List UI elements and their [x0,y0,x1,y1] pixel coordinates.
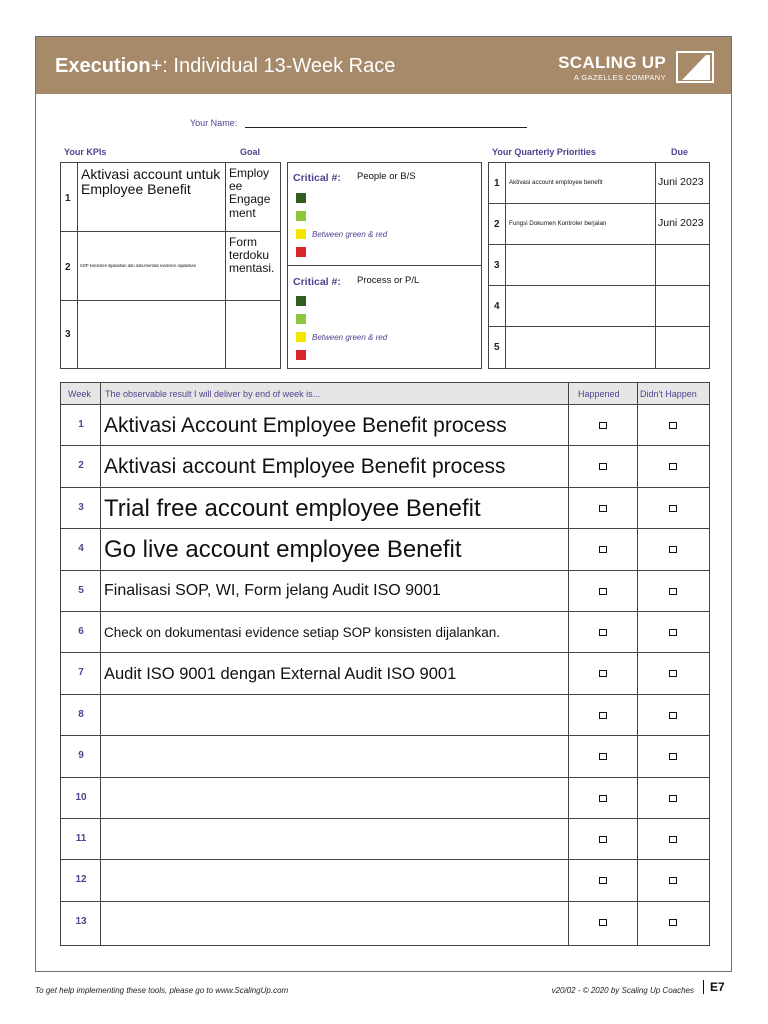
title-bold: Execution [55,55,151,77]
col-didnt-happen-header: Didn't Happen [640,389,697,399]
happened-checkbox[interactable] [599,546,607,553]
kpi-row [61,163,280,232]
week-number: 2 [78,460,84,472]
didnt-happen-checkbox[interactable] [669,629,677,636]
page-header [36,37,731,94]
logo-mark-icon [676,51,714,83]
kpi-table [60,162,281,369]
happened-checkbox[interactable] [599,836,607,843]
logo-sub-text: A GAZELLES COMPANY [573,73,666,82]
week-result-text[interactable]: Audit ISO 9001 dengan External Audit ISO 9001 [104,664,457,683]
week-number: 12 [75,874,87,886]
table-row [61,529,709,570]
week-number: 11 [75,833,87,844]
table-row [61,488,709,529]
priority-text[interactable]: Fungsi Dokumen Kontroler berjalan [509,220,607,227]
kpi-row-number: 2 [65,262,71,273]
red-status-square [296,247,306,257]
table-row [61,571,709,612]
red-status-square [296,350,306,360]
priority-text[interactable]: Aktivasi account employee benefit [509,179,603,186]
table-row [61,819,709,860]
light-green-status-square [296,314,306,324]
priority-row [489,204,709,245]
col-happened-header: Happened [578,389,620,399]
happened-checkbox[interactable] [599,919,607,926]
didnt-happen-checkbox[interactable] [669,877,677,884]
table-row [61,736,709,777]
kpi-row [61,232,280,301]
week-number: 3 [78,501,84,513]
week-number: 4 [78,543,84,555]
title-rest: Individual 13-Week Race [173,55,396,77]
critical-label: Critical #: [293,172,341,184]
priority-number: 5 [494,342,500,353]
priority-row [489,163,709,204]
between-note: Between green & red [312,333,388,342]
didnt-happen-checkbox[interactable] [669,919,677,926]
page-title [55,55,395,78]
footer-help-text: To get help implementing these tools, please go to www.ScalingUp.com [35,986,289,995]
table-row [61,860,709,901]
week-result-text[interactable]: Aktivasi Account Employee Benefit process [104,413,507,437]
week-result-text[interactable]: Go live account employee Benefit [104,536,462,564]
didnt-happen-checkbox[interactable] [669,795,677,802]
col-week-header: Week [68,389,91,399]
happened-checkbox[interactable] [599,670,607,677]
week-number: 5 [78,584,84,596]
priority-number: 2 [494,219,500,230]
table-row [61,902,709,943]
didnt-happen-checkbox[interactable] [669,588,677,595]
happened-checkbox[interactable] [599,877,607,884]
dark-green-status-square [296,296,306,306]
week-number: 10 [75,791,87,803]
week-result-text[interactable]: Trial free account employee Benefit [104,494,481,522]
critical-people [288,163,481,266]
priority-due[interactable]: Juni 2023 [658,176,704,188]
table-row [61,695,709,736]
priority-number: 4 [494,301,500,312]
critical-numbers-box [287,162,482,369]
between-note: Between green & red [312,230,388,239]
kpi-goal[interactable]: Employ ee Engage ment [229,166,271,220]
table-header [61,383,709,405]
happened-checkbox[interactable] [599,712,607,719]
priority-number: 3 [494,260,500,271]
priority-row [489,327,709,368]
week-number: 7 [78,667,84,679]
col-result-header: The observable result I will deliver by end of week is... [105,389,321,399]
priority-number: 1 [494,178,500,189]
weekly-results-table [60,382,710,946]
happened-checkbox[interactable] [599,753,607,760]
happened-checkbox[interactable] [599,422,607,429]
didnt-happen-checkbox[interactable] [669,422,677,429]
logo-main-text: SCALING UP [558,53,666,72]
didnt-happen-checkbox[interactable] [669,753,677,760]
week-number: 13 [75,915,87,927]
yellow-status-square [296,229,306,239]
happened-checkbox[interactable] [599,629,607,636]
kpis-heading: Your KPIs [64,147,107,157]
yellow-status-square [296,332,306,342]
table-row [61,612,709,653]
week-number: 6 [78,626,84,637]
happened-checkbox[interactable] [599,588,607,595]
priority-due[interactable]: Juni 2023 [658,217,704,229]
kpi-row [61,301,280,368]
kpi-text[interactable]: Aktivasi account untuk Employee Benefit [81,166,221,198]
didnt-happen-checkbox[interactable] [669,670,677,677]
week-number: 1 [78,419,84,430]
didnt-happen-checkbox[interactable] [669,712,677,719]
dark-green-status-square [296,193,306,203]
week-number: 8 [78,708,84,720]
scaling-up-logo [554,51,714,83]
due-heading: Due [671,147,689,157]
critical-type: Process or P/L [357,275,420,286]
priorities-heading: Your Quarterly Priorities [492,147,596,157]
table-row [61,653,709,694]
didnt-happen-checkbox[interactable] [669,546,677,553]
priority-row [489,286,709,327]
didnt-happen-checkbox[interactable] [669,505,677,512]
week-result-text[interactable]: Aktivasi account Employee Benefit process [104,455,506,479]
your-name-line[interactable] [245,127,527,128]
week-number: 9 [78,750,84,762]
kpi-row-number: 1 [65,193,71,204]
week-result-text[interactable]: Finalisasi SOP, WI, Form jelang Audit ISO 9001 [104,582,441,600]
happened-checkbox[interactable] [599,463,607,470]
happened-checkbox[interactable] [599,505,607,512]
title-plus: +: [150,55,168,77]
critical-label: Critical #: [293,276,341,288]
kpi-goal[interactable]: Form terdoku mentasi. [229,235,275,276]
didnt-happen-checkbox[interactable] [669,836,677,843]
priorities-table [488,162,710,369]
critical-type: People or B/S [357,171,416,182]
table-row [61,405,709,446]
page-number: E7 [703,980,725,994]
priority-row [489,245,709,286]
footer-copyright: v20/02 - © 2020 by Scaling Up Coaches [551,986,694,995]
your-name-label: Your Name: [190,118,238,128]
kpi-row-number: 3 [65,329,71,340]
table-row [61,446,709,487]
didnt-happen-checkbox[interactable] [669,463,677,470]
light-green-status-square [296,211,306,221]
happened-checkbox[interactable] [599,795,607,802]
goal-heading: Goal [240,147,261,157]
table-row [61,778,709,819]
kpi-text[interactable]: SOP konsisten dijalankan dan dokumentasi evidence dijalankan [80,264,196,268]
critical-process [288,266,481,368]
week-result-text[interactable]: Check on dokumentasi evidence setiap SOP konsisten dijalankan. [104,624,500,640]
